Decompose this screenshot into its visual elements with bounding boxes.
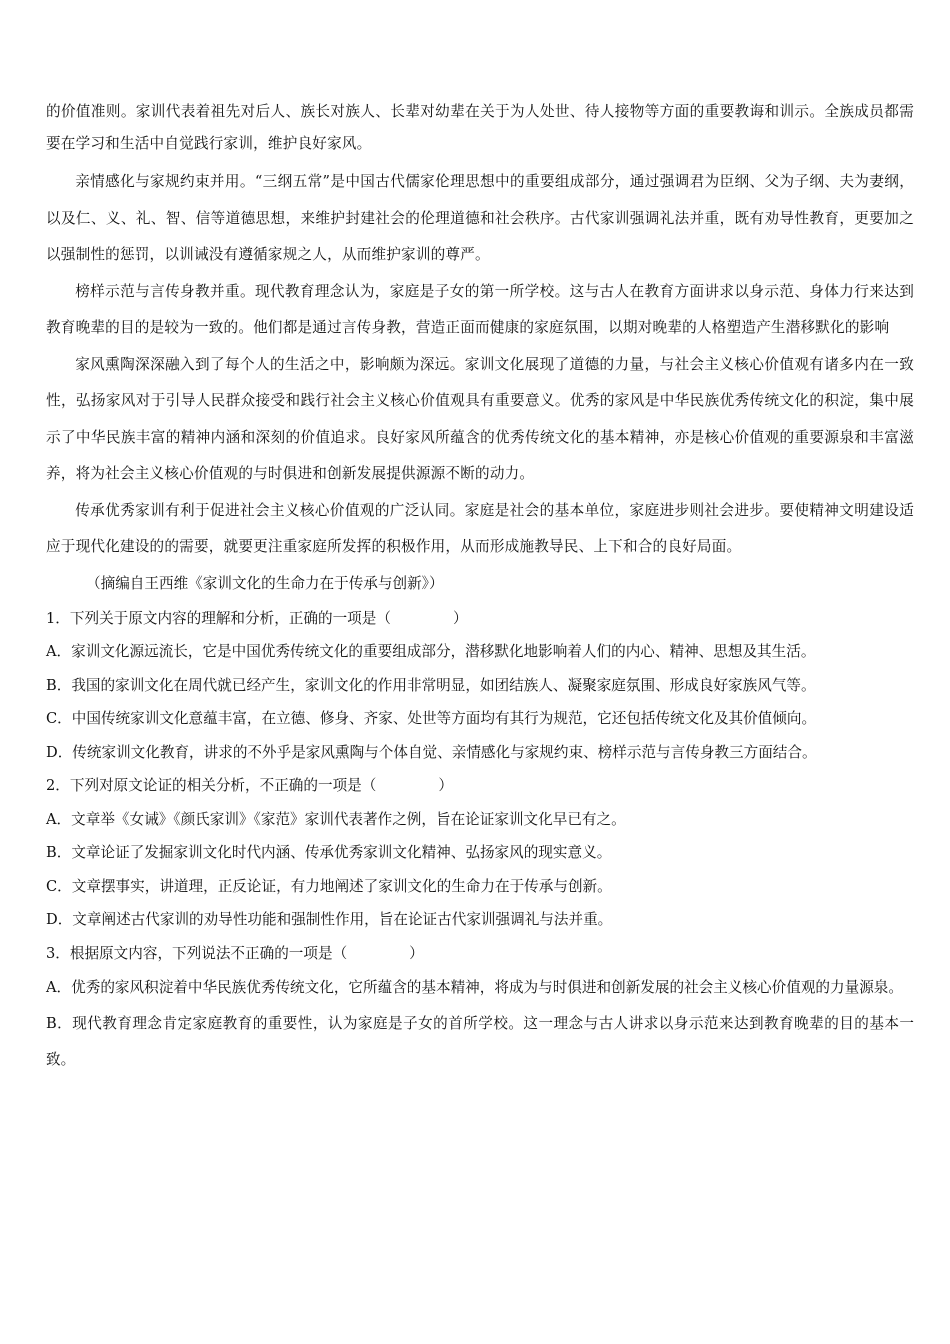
question-stem-text: 1．下列关于原文内容的理解和分析，正确的一项是（ — [46, 609, 391, 627]
question-stem-text: 2．下列对原文论证的相关分析，不正确的一项是（ — [46, 777, 377, 794]
passage-paragraph: 传承优秀家训有利于促进社会主义核心价值观的广泛认同。家庭是社会的基本单位，家庭进步则社会进步。要使精神文明建设适应于现代化建设的的需要，就要更注重家庭所发挥的积极作用，从而形成施教导民、上下和合的良好局面。 — [46, 501, 914, 555]
question-stem-close: ） — [452, 609, 468, 627]
question-stem-text: 3．根据原文内容，下列说法不正确的一项是（ — [46, 944, 348, 962]
option-a[interactable]: A．家训文化源远流长，它是中国优秀传统文化的重要组成部分，潜移默化地影响着人们的内心、精神、思想及其生活。 — [46, 643, 816, 660]
option-b[interactable]: B．我国的家训文化在周代就已经产生，家训文化的作用非常明显，如团结族人、凝聚家庭氛围、形成良好家族风气等。 — [46, 676, 816, 694]
source-citation: （摘编自王西维《家训文化的生命力在于传承与创新》） — [86, 574, 444, 592]
question-stem — [46, 602, 914, 636]
question-3 — [46, 937, 914, 1079]
passage-paragraph: 家风熏陶深深融入到了每个人的生活之中，影响颇为深远。家训文化展现了道德的力量，与社会主义核心价值观有诸多内在一致性，弘扬家风对于引导人民群众接受和践行社会主义核心价值观具有重要意义。优秀的家风是中华民族优秀传统文化的积淀，集中展示了中华民族丰富的精神内涵和深刻的价值追求。良好家风所蕴含的优秀传统文化的基本精神，亦是核心价值观的重要源泉和丰富滋养，将为社会主义核心价值观的与时俱进和创新发展提供源源不断的动力。 — [46, 355, 914, 482]
question-stem — [46, 769, 914, 803]
passage-paragraph: 的价值准则。家训代表着祖先对后人、族长对族人、长辈对幼辈在关于为人处世、待人接物等方面的重要教诲和训示。全族成员都需要在学习和生活中自觉践行家训，维护良好家风。 — [46, 103, 914, 152]
document-page — [46, 96, 914, 1078]
option-d[interactable]: D．传统家训文化教育，讲求的不外乎是家风熏陶与个体自觉、亲情感化与家规约束、榜样示范与言传身教三方面结合。 — [46, 743, 817, 761]
question-2 — [46, 769, 914, 937]
option-c[interactable]: C．文章摆事实，讲道理，正反论证，有力地阐述了家训文化的生命力在于传承与创新。 — [46, 877, 612, 895]
option-a[interactable]: A．优秀的家风积淀着中华民族优秀传统文化，它所蕴含的基本精神，将成为与时俱进和创新发展的社会主义核心价值观的力量源泉。 — [46, 979, 903, 996]
question-stem — [46, 937, 914, 971]
passage-paragraph: 榜样示范与言传身教并重。现代教育理念认为，家庭是子女的第一所学校。这与古人在教育方面讲求以身示范、身体力行来达到教育晚辈的目的是较为一致的。他们都是通过言传身教，营造正面而健康的家庭氛围，以期对晚辈的人格塑造产生潜移默化的影响 — [46, 282, 914, 336]
question-1 — [46, 602, 914, 770]
question-stem-close: ） — [409, 944, 424, 962]
option-a[interactable]: A．文章举《女诫》《颜氏家训》《家范》家训代表著作之例，旨在论证家训文化早已有之。 — [46, 810, 626, 828]
option-d[interactable]: D．文章阐述古代家训的劝导性功能和强制性作用，旨在论证古代家训强调礼与法并重。 — [46, 911, 613, 928]
question-stem-close: ） — [438, 777, 453, 794]
passage-paragraph: 亲情感化与家规约束并用。“三纲五常”是中国古代儒家伦理思想中的重要组成部分，通过强调君为臣纲、父为子纲、夫为妻纲，以及仁、义、礼、智、信等道德思想，来维护封建社会的伦理道德和社会秩序。古代家训强调礼法并重，既有劝导性教育，更要加之以强制性的惩罚，以训诫没有遵循家规之人，从而维护家训的尊严。 — [46, 173, 914, 263]
option-b[interactable]: B．现代教育理念肯定家庭教育的重要性，认为家庭是子女的首所学校。这一理念与古人讲求以身示范来达到教育晚辈的目的基本一致。 — [46, 1015, 914, 1068]
option-b[interactable]: B．文章论证了发掘家训文化时代内涵、传承优秀家训文化精神、弘扬家风的现实意义。 — [46, 844, 612, 861]
option-c[interactable]: C．中国传统家训文化意蕴丰富，在立德、修身、齐家、处世等方面均有其行为规范，它还包括传统文化及其价值倾向。 — [46, 710, 817, 727]
